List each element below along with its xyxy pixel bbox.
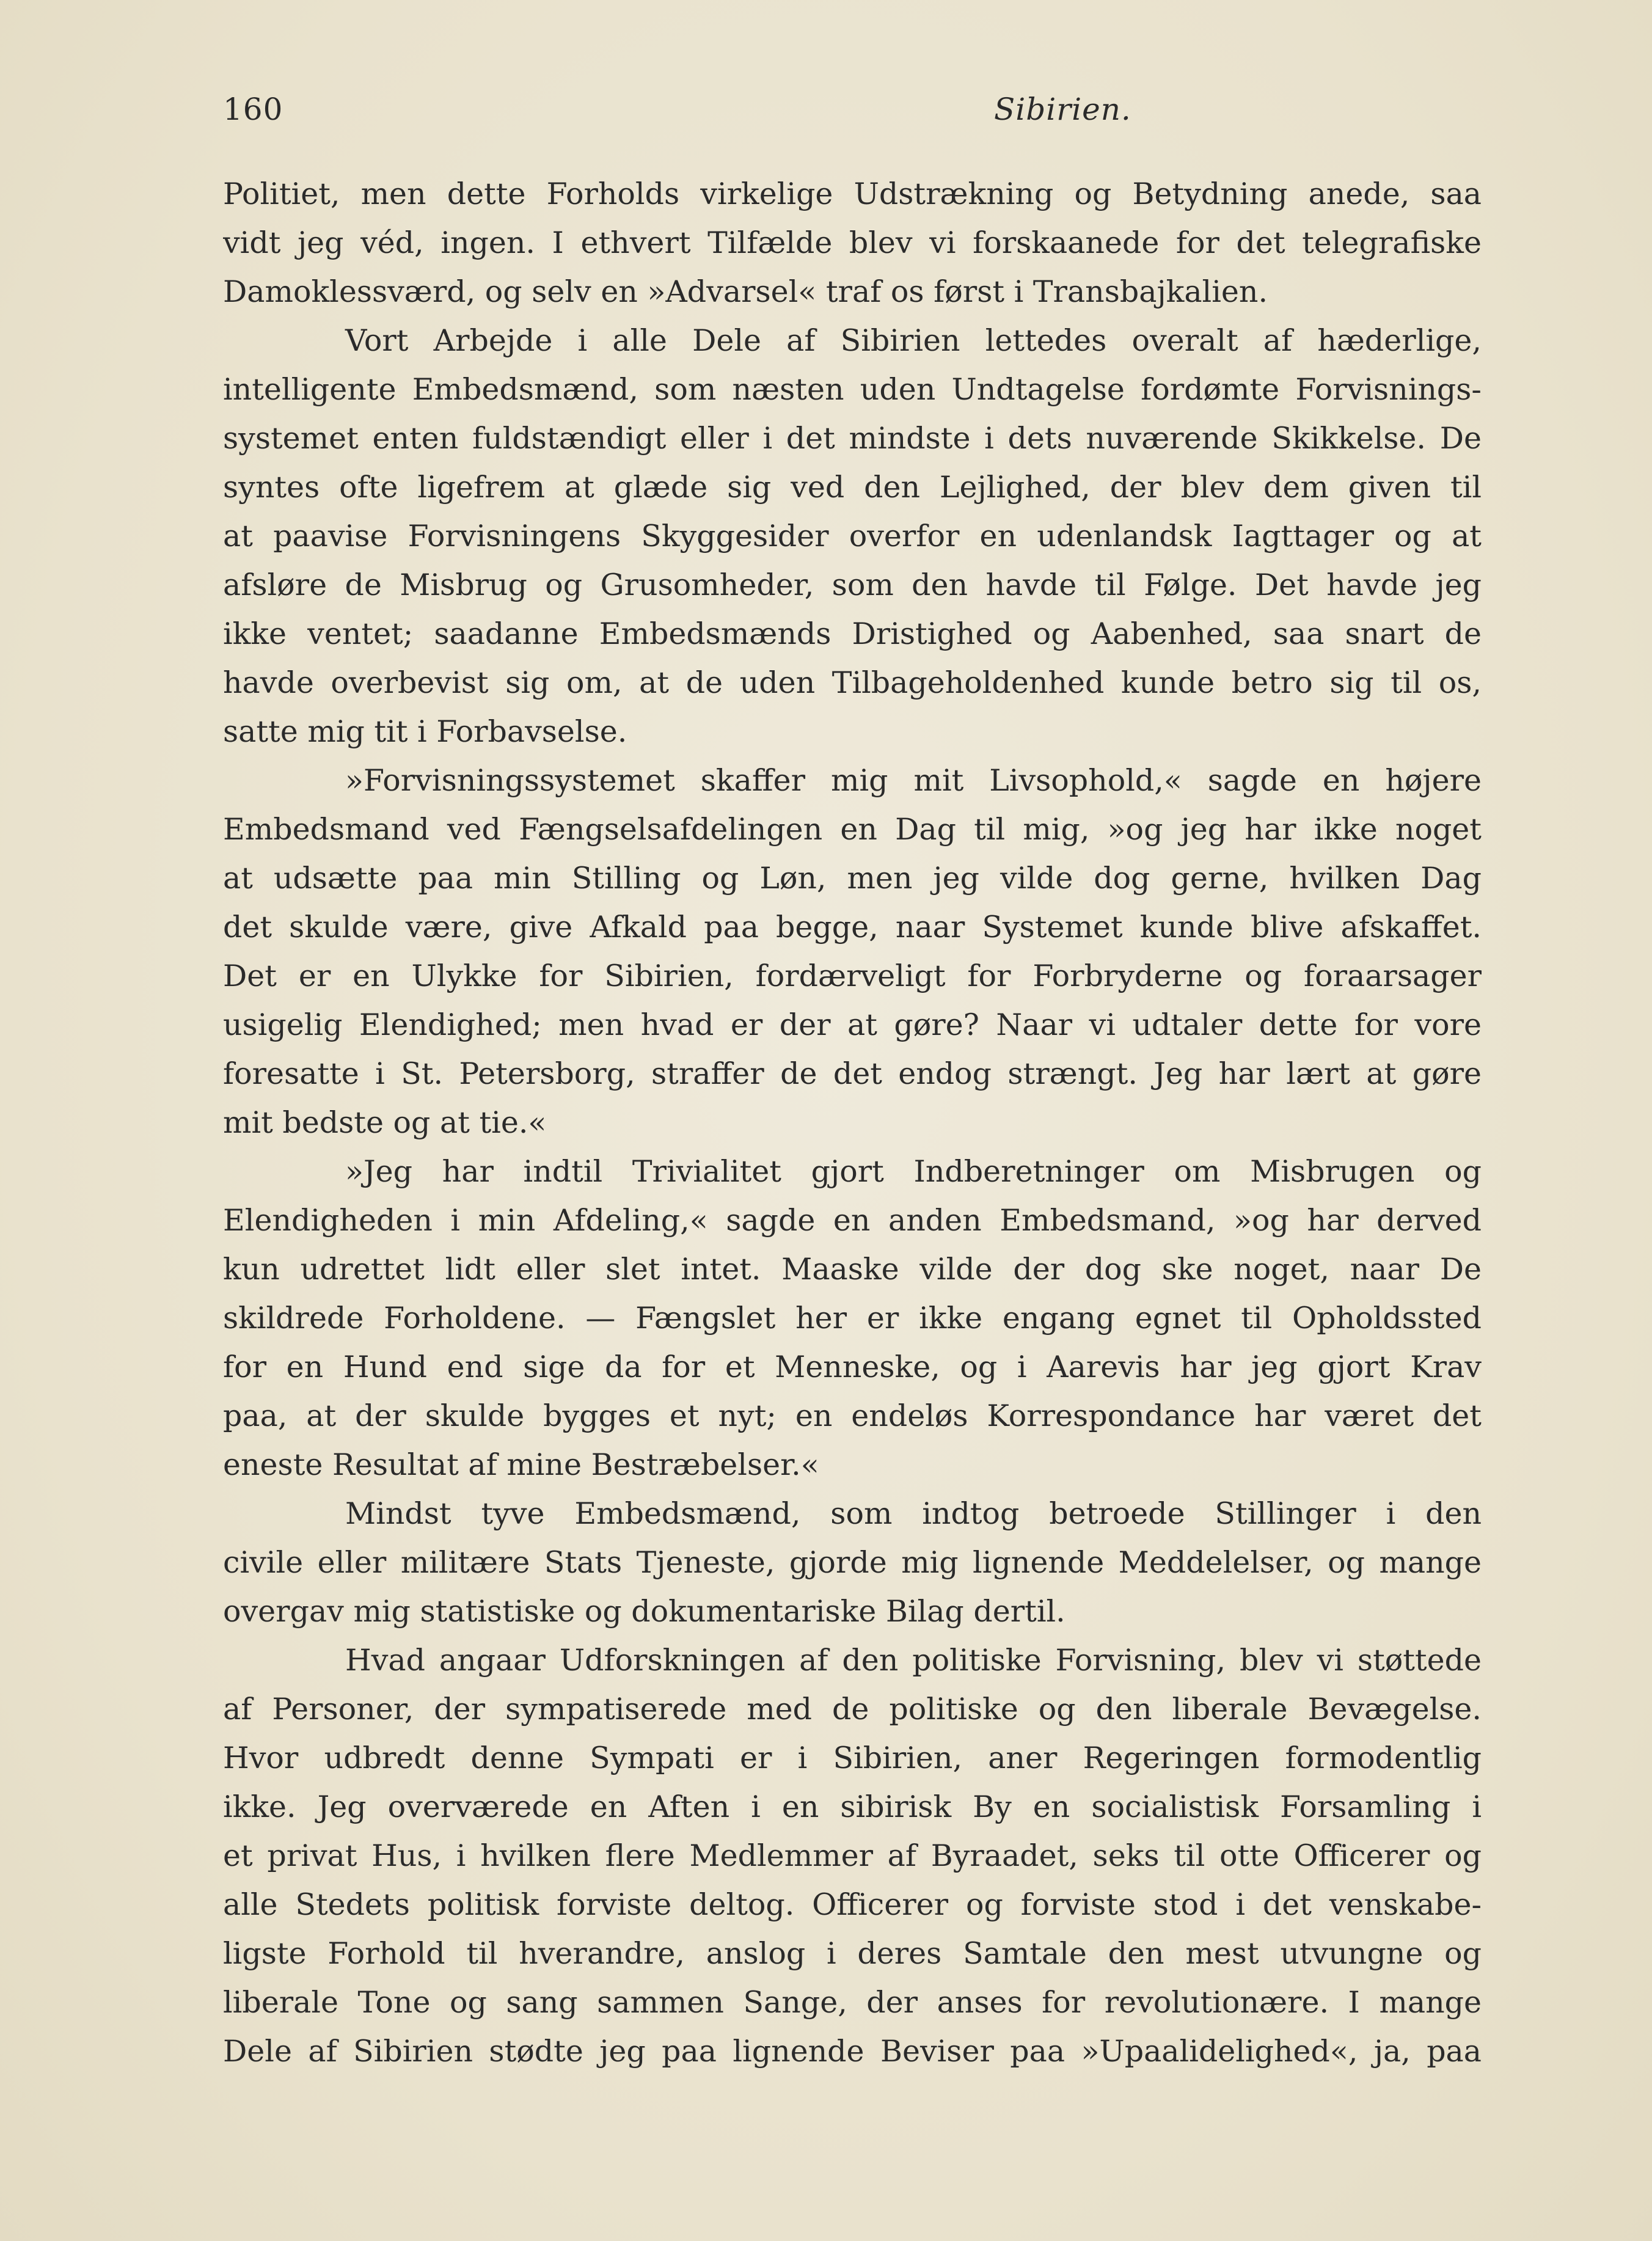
text-line: Damoklessværd, og selv en »Advarsel« traf os først i Transbajkalien. (223, 274, 1268, 309)
text-line: civile eller militære Stats Tjeneste, gjorde mig lignende Meddelelser, og mange (223, 1545, 1482, 1580)
text-line: Mindst tyve Embedsmænd, som indtog betroede Stillinger i den (345, 1496, 1482, 1531)
text-line: Embedsmand ved Fængselsafdelingen en Dag til mig, »og jeg har ikke noget (223, 812, 1482, 847)
text-line: overgav mig statistiske og dokumentariske Bilag dertil. (223, 1594, 1065, 1629)
text-line: foresatte i St. Petersborg, straffer de det endog strængt. Jeg har lært at gøre (223, 1056, 1482, 1091)
text-line: det skulde være, give Afkald paa begge, naar Systemet kunde blive afskaffet. (223, 910, 1482, 945)
text-line: at paavise Forvisningens Skyggesider overfor en udenlandsk Iagttager og at (223, 519, 1482, 554)
text-line: Det er en Ulykke for Sibirien, fordærveligt for Forbryderne og foraarsager (223, 959, 1482, 993)
text-line: for en Hund end sige da for et Menneske, og i Aarevis har jeg gjort Krav (223, 1350, 1482, 1384)
text-line: afsløre de Misbrug og Grusomheder, som den havde til Følge. Det havde jeg (223, 568, 1482, 602)
text-line: alle Stedets politisk forviste deltog. Officerer og forviste stod i det venskabe- (223, 1887, 1482, 1922)
paragraph (223, 1490, 1482, 1636)
text-line: Hvor udbredt denne Sympati er i Sibirien, aner Regeringen formodentlig (223, 1741, 1482, 1775)
text-line: skildrede Forholdene. — Fængslet her er ikke engang egnet til Opholdssted (223, 1301, 1482, 1336)
text-line: havde overbevist sig om, at de uden Tilbageholdenhed kunde betro sig til os, (223, 665, 1482, 700)
text-line: syntes ofte ligefrem at glæde sig ved den Lejlighed, der blev dem given til (223, 470, 1482, 505)
paragraph (223, 170, 1482, 316)
text-line: mit bedste og at tie.« (223, 1105, 547, 1140)
page-number: 160 (223, 92, 283, 127)
text-line: intelligente Embedsmænd, som næsten uden Undtagelse fordømte Forvisnings- (223, 372, 1482, 407)
text-line: ikke ventet; saadanne Embedsmænds Dristighed og Aabenhed, saa snart de (223, 616, 1482, 651)
body-text (223, 170, 1482, 2076)
text-line: Politiet, men dette Forholds virkelige Udstrækning og Betydning anede, saa (223, 177, 1482, 211)
text-line: vidt jeg véd, ingen. I ethvert Tilfælde blev vi forskaanede for det telegrafiske (223, 225, 1482, 260)
text-line: usigelig Elendighed; men hvad er der at gøre? Naar vi udtaler dette for vore (223, 1007, 1482, 1042)
paragraph (223, 756, 1482, 1147)
text-line: »Jeg har indtil Trivialitet gjort Indberetninger om Misbrugen og (345, 1154, 1482, 1189)
text-line: satte mig tit i Forbavselse. (223, 714, 627, 749)
running-title: Sibirien. (994, 92, 1131, 127)
paragraph (223, 1147, 1482, 1490)
text-line: »Forvisningssystemet skaffer mig mit Livsophold,« sagde en højere (345, 763, 1482, 798)
text-line: kun udrettet lidt eller slet intet. Maaske vilde der dog ske noget, naar De (223, 1252, 1482, 1287)
text-line: systemet enten fuldstændigt eller i det mindste i dets nuværende Skikkelse. De (223, 421, 1482, 456)
text-line: et privat Hus, i hvilken flere Medlemmer af Byraadet, seks til otte Officerer og (223, 1838, 1482, 1873)
text-line: Hvad angaar Udforskningen af den politiske Forvisning, blev vi støttede (345, 1643, 1482, 1678)
text-line: eneste Resultat af mine Bestræbelser.« (223, 1447, 819, 1482)
paragraph (223, 316, 1482, 756)
text-line: ikke. Jeg overværede en Aften i en sibirisk By en socialistisk Forsamling i (223, 1790, 1482, 1824)
paragraph (223, 1636, 1482, 2076)
page-header (223, 92, 1482, 134)
text-line: af Personer, der sympatiserede med de politiske og den liberale Bevægelse. (223, 1692, 1482, 1727)
text-line: ligste Forhold til hverandre, anslog i deres Samtale den mest utvungne og (223, 1936, 1482, 1971)
text-line: paa, at der skulde bygges et nyt; en endeløs Korrespondance har været det (223, 1398, 1482, 1433)
text-line: at udsætte paa min Stilling og Løn, men jeg vilde dog gerne, hvilken Dag (223, 861, 1482, 896)
text-line: Dele af Sibirien stødte jeg paa lignende Beviser paa »Upaalidelighed«, ja, paa (223, 2034, 1482, 2069)
text-line: liberale Tone og sang sammen Sange, der anses for revolutionære. I mange (223, 1985, 1482, 2020)
text-line: Vort Arbejde i alle Dele af Sibirien lettedes overalt af hæderlige, (345, 323, 1482, 358)
text-line: Elendigheden i min Afdeling,« sagde en anden Embedsmand, »og har derved (223, 1203, 1482, 1238)
